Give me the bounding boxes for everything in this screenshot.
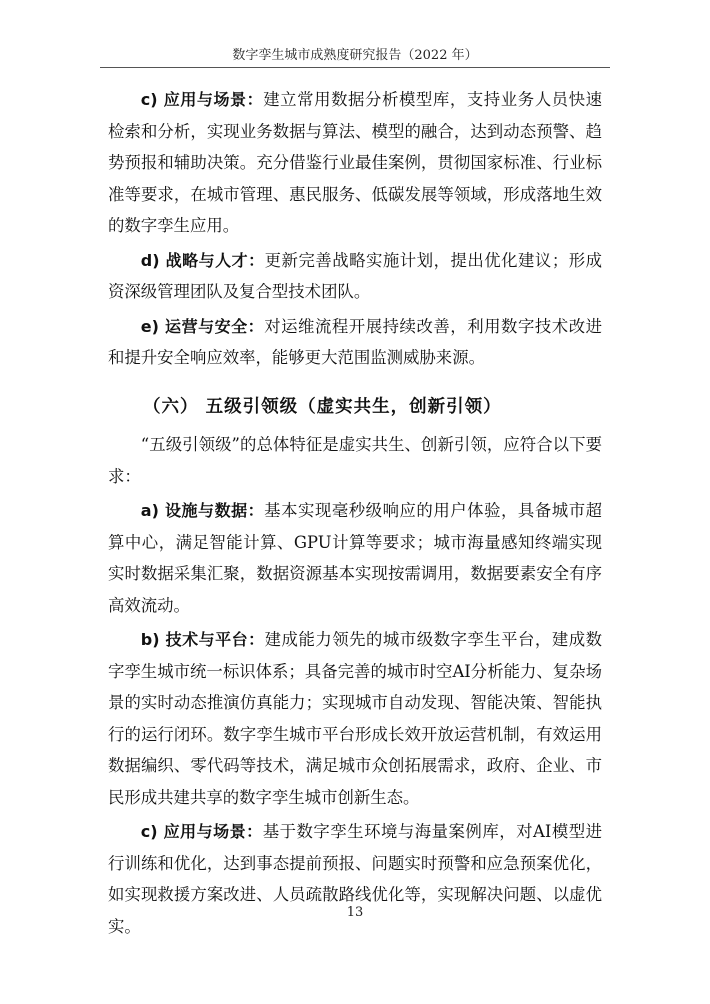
paragraph-intro: “五级引领级”的总体特征是虚实共生、创新引领，应符合以下要求： (108, 435, 602, 486)
page-header: 数字孪生城市成熟度研究报告（2022 年） (232, 48, 478, 63)
paragraph-text: 对运维流程开展持续改善，利用数字技术改进和提升安全响应效率，能够更大范围监测威胁来源。 (108, 316, 602, 367)
paragraph-term: a) 设施与数据： (140, 501, 265, 520)
document-body (108, 84, 602, 945)
paragraph-a-infrastructure (108, 495, 602, 621)
paragraph-term: c) 应用与场景： (140, 822, 263, 841)
paragraph-text: 建成能力领先的城市级数字孪生平台，建成数字孪生城市统一标识体系；具备完善的城市时空AI分析能力、复杂场景的实时动态推演仿真能力；实现城市自动发现、智能决策、智能执行的运行闭环。数字孪生城市平台形成长效开放运营机制，有效运用数据编织、零代码等技术，满足城市众创拓展需求，政府、企业、市民形成共建共享的数字孪生城市创新生态。 (108, 630, 603, 807)
header-divider (100, 67, 610, 68)
paragraph-term: b) 技术与平台： (140, 630, 265, 649)
paragraph-text: 建立常用数据分析模型库，支持业务人员快速检索和分析，实现业务数据与算法、模型的融合，达到动态预警、趋势预报和辅助决策。充分借鉴行业最佳案例，贯彻国家标准、行业标准等要求，在城市管理、惠民服务、低碳发展等领域，形成落地生效的数字孪生应用。 (108, 90, 603, 235)
paragraph-term: c) 应用与场景： (140, 90, 264, 109)
page-number: 13 (346, 905, 364, 920)
paragraph-c-application (108, 84, 602, 242)
paragraph-text: 基于数字孪生环境与海量案例库，对AI模型进行训练和优化，达到事态提前预报、问题实时预警和应急预案优化，如实现救援方案改进、人员疏散路线优化等，实现解决问题、以虚优实。 (108, 822, 603, 936)
section-heading: （六） 五级引领级（虚实共生，创新引领） (143, 396, 502, 417)
paragraph-term: d) 战略与人才： (140, 250, 265, 270)
paragraph-d-strategy (108, 245, 602, 308)
paragraph-text: 更新完善战略实施计划，提出优化建议；形成资深级管理团队及复合型技术团队。 (108, 250, 603, 301)
paragraph-c-application-2 (108, 816, 602, 942)
paragraph-b-technology (108, 624, 602, 813)
paragraph-e-operations (108, 311, 602, 374)
paragraph-term: e) 运营与安全： (140, 316, 265, 336)
paragraph-text: 基本实现毫秒级响应的用户体验，具备城市超算中心，满足智能计算、GPU计算等要求；城市海量感知终端实现实时数据采集汇聚，数据资源基本实现按需调用，数据要素安全有序高效流动。 (108, 501, 602, 615)
